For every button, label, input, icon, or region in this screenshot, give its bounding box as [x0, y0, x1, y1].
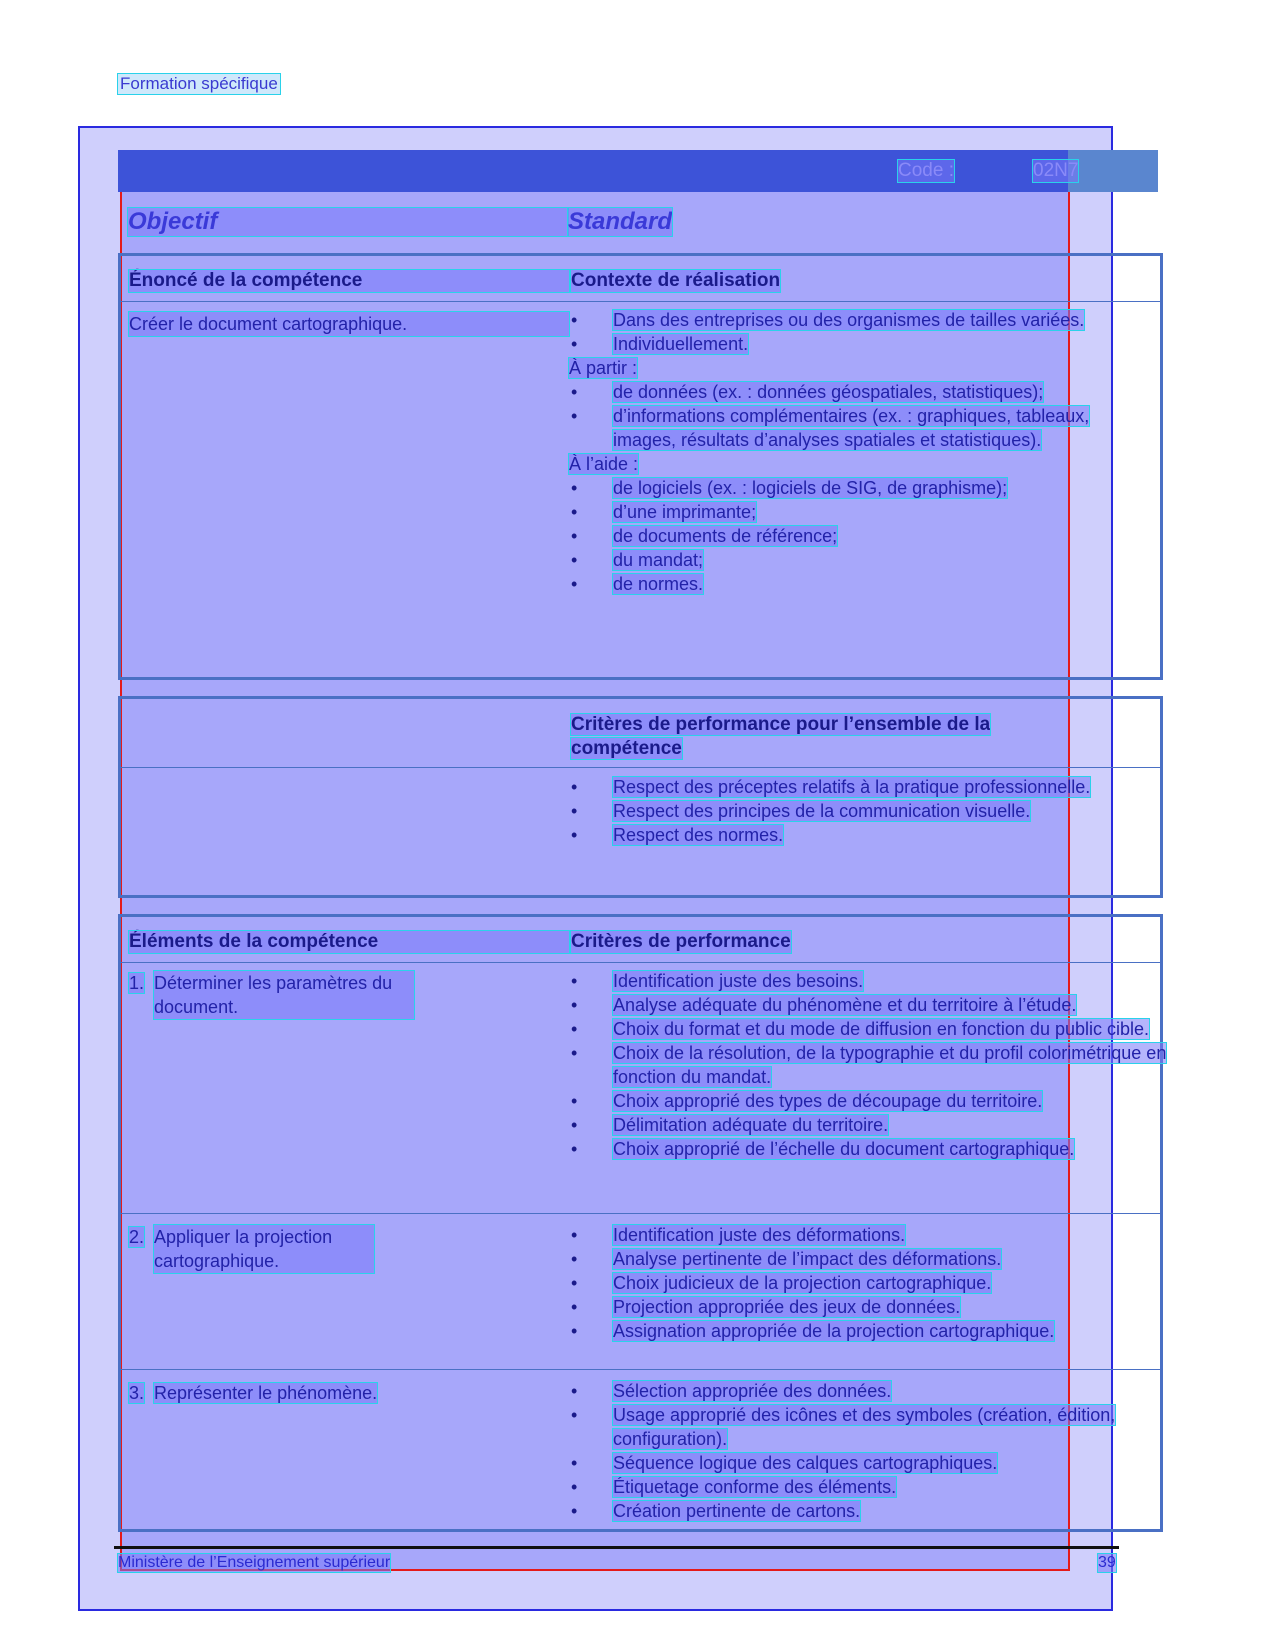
element-1: 1. Déterminer les paramètres du document.: [129, 971, 569, 1019]
header-global-criteria: Critères de performance pour l’ensemble de la compétence: [571, 714, 991, 759]
list-item: • Identification juste des déformations.: [569, 1223, 1169, 1247]
list-item: • Choix approprié des types de découpage du territoire.: [569, 1089, 1169, 1113]
list-item: • Analyse adéquate du phénomène et du territoire à l’étude.: [569, 993, 1169, 1017]
list-item: • Assignation appropriée de la projection cartographique.: [569, 1319, 1169, 1343]
list-item: • de documents de référence;: [569, 524, 1149, 548]
a-partir-label: À partir :: [569, 358, 638, 378]
list-item: • d’informations complémentaires (ex. : graphiques, tableaux, images, résultats d’analyses spatiales et statistiques).: [569, 404, 1149, 452]
list-item: • Respect des préceptes relatifs à la pratique professionnelle.: [569, 775, 1099, 799]
footer-rule: [114, 1546, 1119, 1549]
list-item: • Individuellement.: [569, 332, 1149, 356]
list-item: • du mandat;: [569, 548, 1149, 572]
header-elements: Éléments de la compétence: [129, 931, 569, 953]
list-item: • Projection appropriée des jeux de données.: [569, 1295, 1169, 1319]
row-divider: [121, 1369, 1160, 1370]
code-value: 02N7: [1033, 160, 1079, 181]
table-global-criteria: [118, 696, 1163, 898]
element-1-criteria: [569, 969, 1169, 1161]
list-item: • Choix approprié de l’échelle du document cartographique.: [569, 1137, 1169, 1161]
list-item: • Séquence logique des calques cartographiques.: [569, 1451, 1149, 1475]
list-item: • Identification juste des besoins.: [569, 969, 1169, 993]
table-header-divider: [121, 962, 1160, 963]
table-header-divider: [121, 301, 1160, 302]
code-label: Code :: [898, 160, 954, 181]
list-item: • Sélection appropriée des données.: [569, 1379, 1149, 1403]
list-item: • Analyse pertinente de l’impact des déformations.: [569, 1247, 1169, 1271]
a-laide-label: À l’aide :: [569, 454, 639, 474]
list-item: • Dans des entreprises ou des organismes de tailles variées.: [569, 308, 1149, 332]
header-contexte: Contexte de réalisation: [571, 270, 781, 291]
list-item: • Respect des normes.: [569, 823, 1099, 847]
list-item: • Création pertinente de cartons.: [569, 1499, 1149, 1523]
list-item: • Usage approprié des icônes et des symboles (création, édition, configuration).: [569, 1403, 1149, 1451]
code-bar: [118, 150, 1158, 192]
list-item: • de logiciels (ex. : logiciels de SIG, de graphisme);: [569, 476, 1149, 500]
title-standard: Standard: [568, 208, 673, 235]
code-bar-extension: [1068, 150, 1158, 192]
running-header: Formation spécifique: [120, 74, 278, 93]
table-competence-context: [118, 253, 1163, 680]
list-item: • d’une imprimante;: [569, 500, 1149, 524]
list-item: • Choix du format et du mode de diffusion en fonction du public cible.: [569, 1017, 1169, 1041]
header-criteres: Critères de performance: [571, 931, 791, 952]
list-item: • Délimitation adéquate du territoire.: [569, 1113, 1169, 1137]
row-divider: [121, 1213, 1160, 1214]
list-item: • Choix de la résolution, de la typographie et du profil colorimétrique en fonction du mandat.: [569, 1041, 1169, 1089]
list-item: • Choix judicieux de la projection cartographique.: [569, 1271, 1169, 1295]
list-item: • Étiquetage conforme des éléments.: [569, 1475, 1149, 1499]
header-enonce: Énoncé de la compétence: [129, 270, 569, 292]
element-2-criteria: [569, 1223, 1169, 1343]
footer-page-number: 39: [1098, 1554, 1116, 1571]
element-2: 2. Appliquer la projection cartographique.: [129, 1225, 569, 1273]
global-criteria-list: [569, 775, 1099, 847]
competence-statement: Créer le document cartographique.: [129, 312, 569, 336]
table-header-divider: [121, 767, 1160, 768]
title-objectif: Objectif: [128, 208, 568, 236]
context-list: [569, 308, 1149, 596]
list-item: • Respect des principes de la communication visuelle.: [569, 799, 1099, 823]
list-item: • de données (ex. : données géospatiales, statistiques);: [569, 380, 1149, 404]
list-item: • de normes.: [569, 572, 1149, 596]
element-3-criteria: [569, 1379, 1149, 1523]
table-elements-criteria: [118, 914, 1167, 1532]
element-3: 3. Représenter le phénomène.: [129, 1383, 378, 1403]
footer-ministry: Ministère de l’Enseignement supérieur: [118, 1554, 391, 1571]
